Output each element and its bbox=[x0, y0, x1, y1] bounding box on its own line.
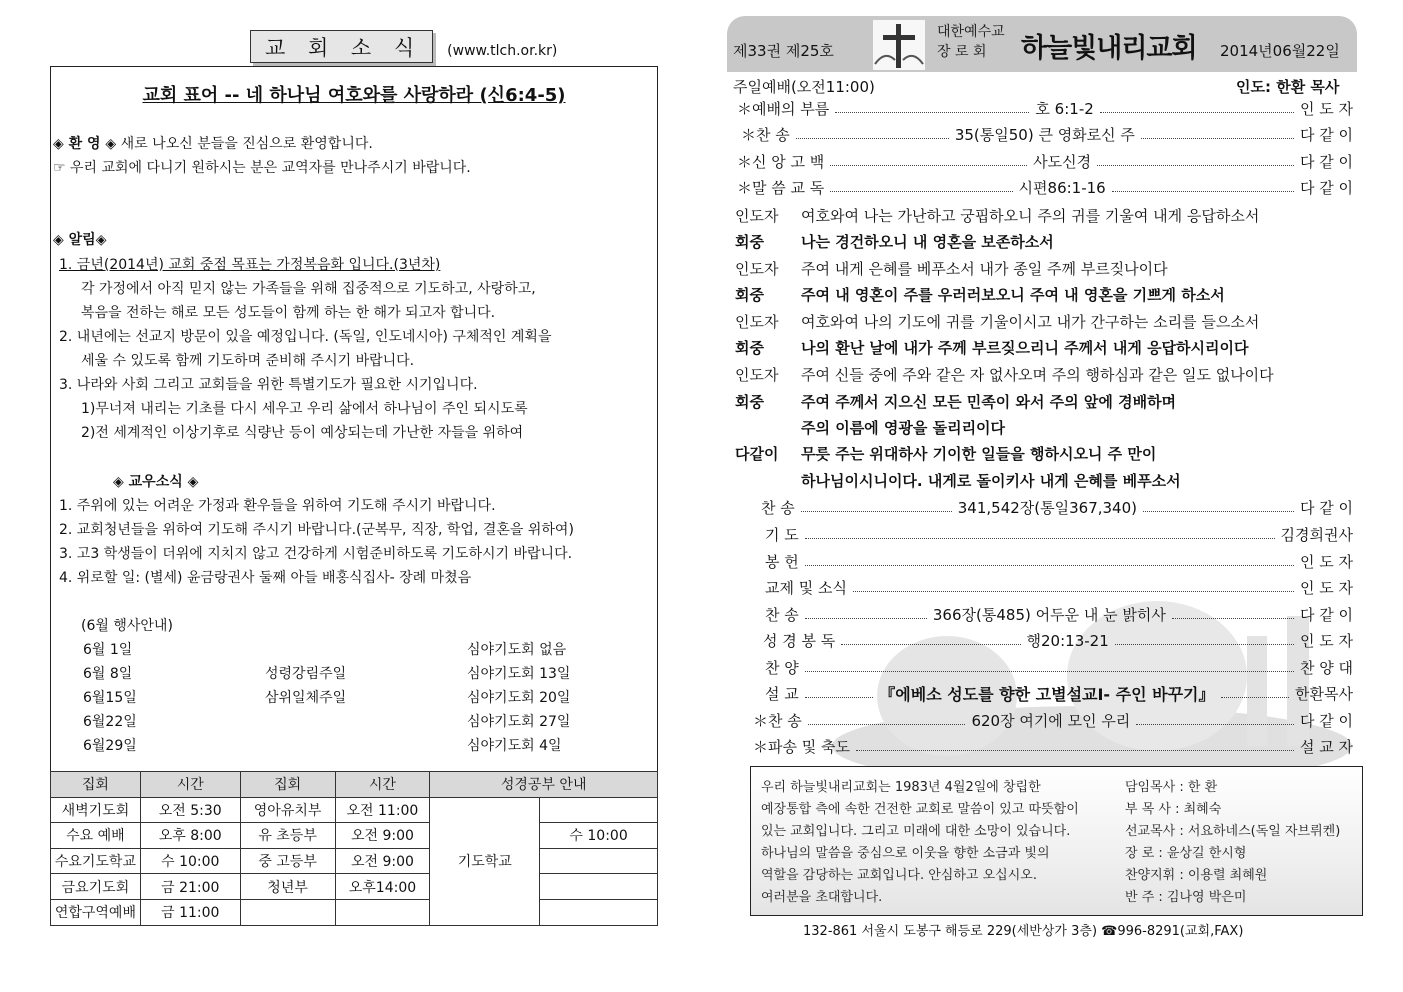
order-content: 사도신경 bbox=[1033, 152, 1092, 171]
speaker: 회중 bbox=[735, 393, 764, 411]
table-cell: 금 11:00 bbox=[140, 899, 240, 925]
church-motto: 교회 표어 -- 네 하나님 여호와를 사랑하라 (신6:4-5) bbox=[142, 85, 566, 106]
speaker: 인도자 bbox=[735, 366, 779, 384]
table-cell: 연합구역예배 bbox=[51, 899, 141, 925]
news-box bbox=[50, 66, 658, 774]
worship-order-item bbox=[765, 551, 1353, 571]
order-label: 봉 헌 bbox=[765, 552, 799, 571]
table-cell: 오후 8:00 bbox=[140, 823, 240, 849]
order-content: 행20:13-21 bbox=[1026, 631, 1109, 650]
reading-text: 주의 이름에 영광을 돌리리이다 bbox=[801, 419, 1006, 437]
table-cell: 수요기도학교 bbox=[51, 848, 141, 874]
notice-item: 1. 금년(2014년) 교회 중점 목표는 가정복음화 입니다.(3년차) bbox=[59, 257, 441, 273]
denomination-line: 장 로 회 bbox=[937, 44, 987, 60]
study-time: 수 10:00 bbox=[540, 823, 658, 849]
reading-text: 나는 경건하오니 내 영혼을 보존하소서 bbox=[801, 233, 1054, 251]
responsive-line bbox=[735, 443, 1156, 464]
table-row bbox=[51, 848, 658, 874]
intro-line: 예장통합 측에 속한 건전한 교회로 말씀이 있고 따뜻함이 bbox=[761, 802, 1079, 817]
table-cell bbox=[540, 874, 658, 900]
staff-line: 찬양지휘 : 이용렬 최혜원 bbox=[1125, 868, 1268, 883]
order-content: 시편86:1-16 bbox=[1018, 178, 1106, 197]
event-prayer: 심야기도회 27일 bbox=[467, 714, 571, 730]
worship-order-item bbox=[737, 98, 1353, 118]
event-prayer: 심야기도회 없음 bbox=[467, 642, 567, 658]
event-name: 성령강림주일 bbox=[265, 666, 347, 682]
table-cell: 중 고등부 bbox=[240, 848, 335, 874]
order-label: ＊찬 송 bbox=[753, 711, 802, 730]
responsive-line bbox=[735, 205, 1259, 226]
worship-order-item bbox=[763, 630, 1353, 650]
members-news-item: 3. 고3 학생들이 더위에 지치지 않고 건강하게 시험준비하도록 기도하시기 바랍니다. bbox=[59, 546, 573, 562]
table-row bbox=[51, 874, 658, 900]
event-date: 6월15일 bbox=[83, 690, 137, 706]
table-header: 시간 bbox=[335, 772, 430, 798]
order-label: 성 경 봉 독 bbox=[763, 631, 836, 650]
members-news-heading: ◈ 교우소식 ◈ bbox=[113, 474, 199, 490]
worship-order-item bbox=[765, 683, 1353, 703]
speaker: 인도자 bbox=[735, 207, 779, 225]
order-label: 찬 송 bbox=[765, 605, 799, 624]
event-date: 6월 8일 bbox=[83, 666, 133, 682]
staff-line: 선교목사 : 서요하네스(독일 자브뤼켄) bbox=[1125, 824, 1341, 839]
welcome-line bbox=[53, 133, 373, 153]
order-label: 찬 양 bbox=[765, 658, 799, 677]
table-header: 집회 bbox=[240, 772, 335, 798]
table-cell: 새벽기도회 bbox=[51, 797, 141, 823]
speaker: 다같이 bbox=[735, 445, 779, 463]
event-prayer: 심야기도회 13일 bbox=[467, 666, 571, 682]
notice-item: 3. 나라와 사회 그리고 교회들을 위한 특별기도가 필요한 시기입니다. bbox=[59, 377, 478, 393]
reading-text: 주여 내 영혼이 주를 우러러보오니 주여 내 영혼을 기쁘게 하소서 bbox=[801, 286, 1225, 304]
speaker: 회중 bbox=[735, 339, 764, 357]
intro-line: 우리 하늘빛내리교회는 1983년 4월2일에 창립한 bbox=[761, 780, 1041, 795]
table-header-row bbox=[51, 772, 658, 798]
event-date: 6월22일 bbox=[83, 714, 137, 730]
order-by: 설 교 자 bbox=[1299, 737, 1353, 756]
order-label: 기 도 bbox=[765, 525, 799, 544]
website-url: (www.tlch.or.kr) bbox=[447, 43, 558, 59]
event-date: 6월29일 bbox=[83, 738, 137, 754]
reading-text: 주여 주께서 지으신 모든 민족이 와서 주의 앞에 경배하며 bbox=[801, 393, 1177, 411]
table-cell: 오전 9:00 bbox=[335, 823, 430, 849]
speaker: 회중 bbox=[735, 286, 764, 304]
order-by: 다 같 이 bbox=[1299, 498, 1353, 517]
events-heading: (6월 행사안내) bbox=[81, 618, 173, 634]
order-content: 35(통일50) 큰 영화로신 주 bbox=[954, 125, 1135, 144]
intro-line: 여러분을 초대합니다. bbox=[761, 890, 883, 905]
order-content: 호 6:1-2 bbox=[1035, 99, 1094, 118]
order-by: 다 같 이 bbox=[1300, 178, 1354, 197]
worship-order-item bbox=[753, 736, 1353, 756]
table-header: 성경공부 안내 bbox=[430, 772, 658, 798]
volume-number: 제33권 제25호 bbox=[733, 42, 834, 60]
intro-line: 하나님의 말씀을 중심으로 이웃을 향한 소금과 빛의 bbox=[761, 846, 1050, 861]
order-content: 366장(통485) 어두운 내 눈 밝히사 bbox=[932, 605, 1166, 624]
denomination bbox=[937, 22, 1005, 62]
table-cell: 영아유치부 bbox=[240, 797, 335, 823]
staff-line: 부 목 사 : 최혜숙 bbox=[1125, 802, 1222, 817]
reading-text: 주여 신들 중에 주와 같은 자 없사오며 주의 행하심과 같은 일도 없나이다 bbox=[801, 366, 1274, 384]
order-label: 교제 및 소식 bbox=[765, 578, 847, 597]
staff-line: 반 주 : 김나영 박은미 bbox=[1125, 890, 1247, 905]
order-label: 설 교 bbox=[765, 684, 799, 703]
responsive-line bbox=[735, 284, 1225, 305]
order-by: 다 같 이 bbox=[1299, 125, 1353, 144]
order-label: ＊파송 및 축도 bbox=[753, 737, 850, 756]
notice-item: 세울 수 있도록 함께 기도하며 준비해 주시기 바랍니다. bbox=[81, 353, 415, 369]
table-row bbox=[51, 899, 658, 925]
order-by: 인 도 자 bbox=[1299, 578, 1353, 597]
members-news-item: 1. 주위에 있는 어려운 가정과 환우들을 위하여 기도해 주시기 바랍니다. bbox=[59, 498, 496, 514]
order-label: ＊찬 송 bbox=[741, 125, 790, 144]
order-by: 김경희권사 bbox=[1280, 525, 1353, 544]
notice-item: 2)전 세계적인 이상기후로 식량난 등이 예상되는데 가난한 자들을 위하여 bbox=[81, 425, 524, 441]
reading-text: 나의 환난 날에 내가 주께 부르짖으리니 주께서 내게 응답하시리이다 bbox=[801, 339, 1249, 357]
table-cell: 금요기도회 bbox=[51, 874, 141, 900]
speaker: 회중 bbox=[735, 233, 764, 251]
news-header bbox=[250, 30, 557, 63]
table-cell bbox=[540, 797, 658, 823]
sermon-title: 『에베소 성도를 향한 고별설교Ⅰ- 주인 바꾸기』 bbox=[879, 684, 1215, 704]
table-cell bbox=[240, 899, 335, 925]
members-news-item: 4. 위로할 일: (별세) 윤금랑권사 둘째 아들 배홍식집사- 장례 마쳤음 bbox=[59, 570, 472, 586]
staff-line: 담임목사 : 한 환 bbox=[1125, 780, 1218, 795]
order-content: 620장 여기에 모인 우리 bbox=[971, 711, 1131, 730]
event-name: 삼위일체주일 bbox=[265, 690, 347, 706]
table-header: 시간 bbox=[140, 772, 240, 798]
worship-order-item bbox=[753, 710, 1353, 730]
table-cell: 수 10:00 bbox=[140, 848, 240, 874]
intro-line: 있는 교회입니다. 그리고 미래에 대한 소망이 있습니다. bbox=[761, 824, 1071, 839]
responsive-line bbox=[735, 231, 1054, 252]
welcome-text: 새로 나오신 분들을 진심으로 환영합니다. bbox=[120, 136, 373, 152]
table-cell: 수요 예배 bbox=[51, 823, 141, 849]
table-cell: 오전 5:30 bbox=[140, 797, 240, 823]
reading-text: 하나님이시니이다. 내게로 돌이키사 내게 은혜를 베푸소서 bbox=[801, 472, 1181, 490]
responsive-line bbox=[735, 417, 1005, 438]
order-label: ＊말 씀 교 독 bbox=[737, 178, 825, 197]
staff-line: 장 로 : 윤상길 한시형 bbox=[1125, 846, 1247, 861]
bulletin-date: 2014년06월22일 bbox=[1220, 42, 1340, 60]
worship-order-item bbox=[737, 177, 1353, 197]
meeting-schedule-table bbox=[50, 771, 658, 926]
church-info-box bbox=[750, 766, 1363, 916]
news-title: 교 회 소 식 bbox=[250, 30, 433, 63]
table-cell: 유 초등부 bbox=[240, 823, 335, 849]
worship-order-item bbox=[765, 604, 1353, 624]
intro-line: 역할을 감당하는 교회입니다. 안심하고 오십시오. bbox=[761, 868, 1037, 883]
event-date: 6월 1일 bbox=[83, 642, 133, 658]
church-address: 132-861 서울시 도봉구 해등로 229(세반상가 3층) ☎996-8291(교회,FAX) bbox=[803, 924, 1244, 939]
order-by: 다 같 이 bbox=[1299, 605, 1353, 624]
order-label: 찬 송 bbox=[761, 498, 795, 517]
church-staff bbox=[1125, 777, 1340, 909]
service-leader: 인도: 한환 목사 bbox=[1236, 78, 1340, 96]
church-introduction bbox=[761, 777, 1079, 909]
order-by: 인 도 자 bbox=[1299, 631, 1353, 650]
study-name: 기도학교 bbox=[430, 797, 540, 925]
order-by: 다 같 이 bbox=[1299, 152, 1353, 171]
table-cell: 오전 9:00 bbox=[335, 848, 430, 874]
reading-text: 여호와여 나는 가난하고 궁핍하오니 주의 귀를 기울여 내게 응답하소서 bbox=[801, 207, 1260, 225]
responsive-line bbox=[735, 364, 1274, 385]
table-cell: 청년부 bbox=[240, 874, 335, 900]
table-cell bbox=[540, 848, 658, 874]
responsive-line bbox=[735, 470, 1181, 491]
order-content: 341,542장(통일367,340) bbox=[957, 498, 1137, 517]
church-cross-logo-icon bbox=[873, 20, 925, 70]
order-by: 찬 양 대 bbox=[1299, 658, 1353, 677]
table-header: 집회 bbox=[51, 772, 141, 798]
bulletin-header bbox=[727, 16, 1357, 72]
table-cell: 오전 11:00 bbox=[335, 797, 430, 823]
welcome-note: ☞ 우리 교회에 다니기 원하시는 분은 교역자를 만나주시기 바랍니다. bbox=[53, 160, 471, 176]
worship-order-item bbox=[737, 151, 1353, 171]
event-prayer: 심야기도회 4일 bbox=[467, 738, 562, 754]
table-cell bbox=[335, 899, 430, 925]
welcome-heading: ◈ 환 영 ◈ bbox=[53, 136, 117, 152]
service-name: 주일예배(오전11:00) bbox=[733, 78, 875, 96]
notice-item: 2. 내년에는 선교지 방문이 있을 예정입니다. (독일, 인도네시아) 구체적인 계획을 bbox=[59, 329, 552, 345]
table-row bbox=[51, 823, 658, 849]
notice-item: 1)무너져 내리는 기초를 다시 세우고 우리 삶에서 하나님이 주인 되시도록 bbox=[81, 401, 528, 417]
order-by: 다 같 이 bbox=[1299, 711, 1353, 730]
speaker: 인도자 bbox=[735, 313, 779, 331]
responsive-line bbox=[735, 258, 1168, 279]
notice-heading: ◈ 알림◈ bbox=[53, 232, 107, 248]
worship-order-item bbox=[765, 524, 1353, 544]
worship-order-item bbox=[761, 497, 1353, 517]
order-label: ＊예배의 부름 bbox=[737, 99, 830, 118]
order-by: 인 도 자 bbox=[1299, 552, 1353, 571]
table-cell bbox=[540, 899, 658, 925]
table-cell: 금 21:00 bbox=[140, 874, 240, 900]
order-label: ＊신 앙 고 백 bbox=[737, 152, 825, 171]
table-cell: 오후14:00 bbox=[335, 874, 430, 900]
reading-text: 주여 내게 은혜를 베푸소서 내가 종일 주께 부르짖나이다 bbox=[801, 260, 1168, 278]
responsive-line bbox=[735, 391, 1176, 412]
worship-order-item bbox=[765, 577, 1353, 597]
speaker: 인도자 bbox=[735, 260, 779, 278]
reading-text: 무릇 주는 위대하사 기이한 일들을 행하시오니 주 만이 bbox=[801, 445, 1157, 463]
denomination-line: 대한예수교 bbox=[937, 24, 1005, 40]
church-name: 하늘빛내리교회 bbox=[1021, 33, 1197, 64]
event-prayer: 심야기도회 20일 bbox=[467, 690, 571, 706]
worship-order-item bbox=[765, 657, 1353, 677]
order-by: 한환목사 bbox=[1295, 684, 1354, 703]
order-by: 인 도 자 bbox=[1299, 99, 1353, 118]
table-row bbox=[51, 797, 658, 823]
worship-order-item bbox=[741, 124, 1353, 144]
responsive-line bbox=[735, 337, 1249, 358]
reading-text: 여호와여 나의 기도에 귀를 기울이시고 내가 간구하는 소리를 들으소서 bbox=[801, 313, 1260, 331]
responsive-line bbox=[735, 311, 1259, 332]
notice-item: 복음을 전하는 해로 모든 성도들이 함께 하는 한 해가 되고자 합니다. bbox=[81, 305, 496, 321]
members-news-item: 2. 교회청년들을 위하여 기도해 주시기 바랍니다.(군복무, 직장, 학업, 결혼을 위하여) bbox=[59, 522, 574, 538]
notice-item: 각 가정에서 아직 믿지 않는 가족들을 위해 집중적으로 기도하고, 사랑하고, bbox=[81, 281, 536, 297]
